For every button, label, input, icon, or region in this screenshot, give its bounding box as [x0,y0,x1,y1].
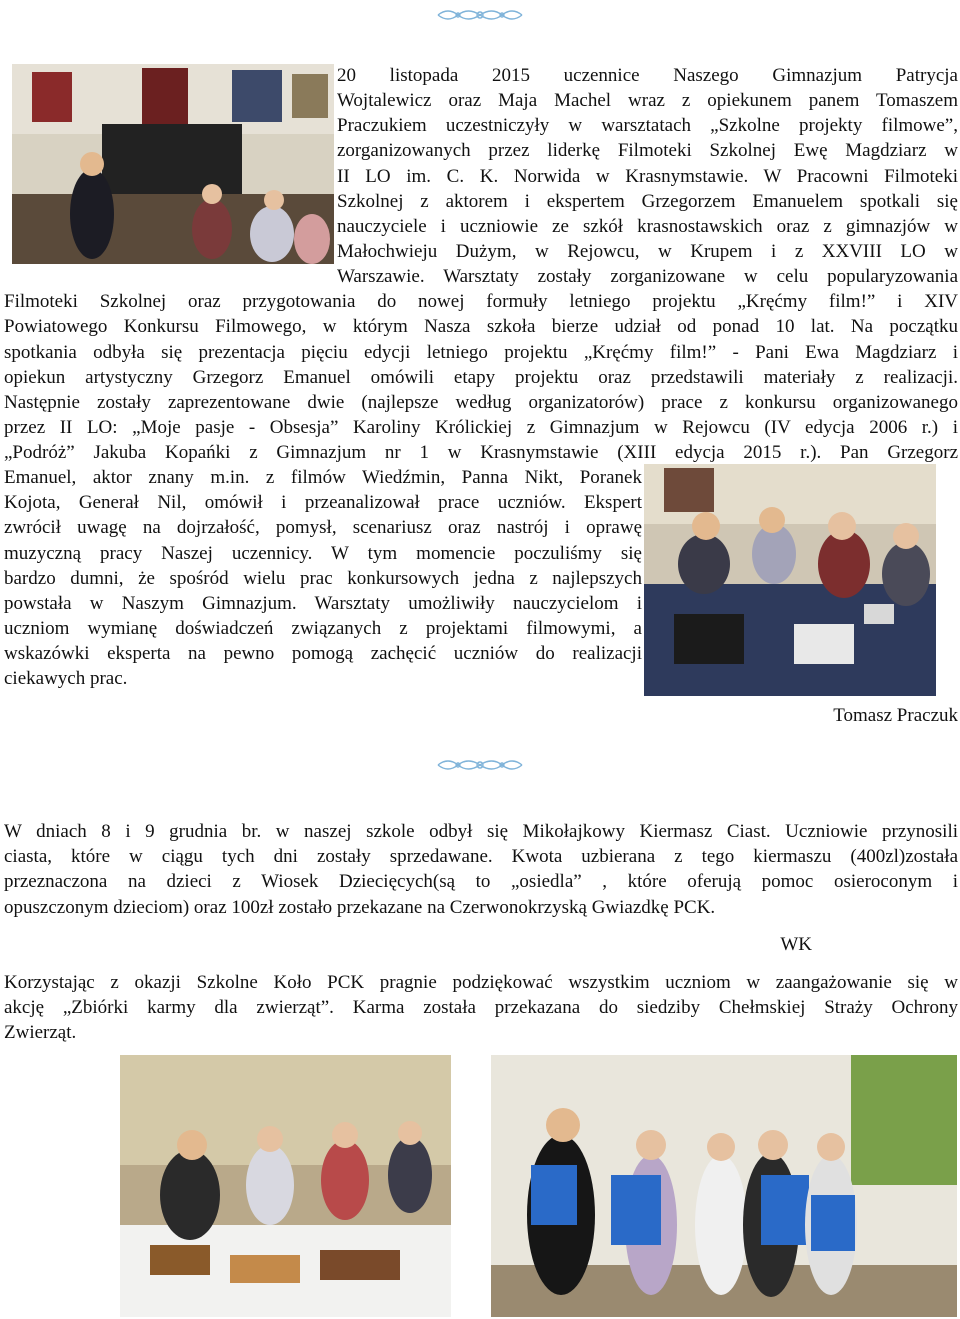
signature-tomasz-praczuk: Tomasz Praczuk [833,705,958,726]
pet-food-donation-photo [491,1055,957,1317]
article1-line: 20 listopada 2015 uczennice Naszego Gimnazjum Patrycja [337,65,958,86]
article1-line: II LO im. C. K. Norwida w Krasnymstawie. W Pracowni Filmoteki [337,166,958,187]
article2-line: ciasta, które w ciągu tych dni zostały sprzedawane. Kwota uzbierana z tego kiermaszu (400zl)została [4,846,958,867]
article1-line: ciekawych prac. [4,668,128,689]
article3-line: Korzystając z okazji Szkolne Koło PCK pragnie podziękować wszystkim uczniom w zaangażowanie się w [4,972,958,993]
article1-line: Szkolnej z aktorem i ekspertem Grzegorzem Emanuelem spotkali się [337,191,958,212]
article1-line: bardzo dumni, że spośród wielu prac konkursowych jedna z najlepszych [4,568,642,589]
article1-line: Następnie zostały zaprezentowane dwie (najlepsze według organizatorów) prace z konkursu organizowanego [4,392,958,413]
article1-line: Małochwieju Dużym, w Rejowcu, w Krupem i z XXVIII LO w [337,241,958,262]
article1-line: nauczyciele i uczniowie ze szkół krasnostawskich oraz z gimnazjów w [337,216,958,237]
article1-line: Filmoteki Szkolnej oraz przygotowania do nowej formuły letniego projektu „Kręćmy film!” i XIV [4,291,958,312]
article1-line: powstała w Naszym Gimnazjum. Warsztaty umożliwiły nauczycielom i [4,593,642,614]
article1-line: wskazówki eksperta na pewno pomogą zachęcić uczniów do realizacji [4,643,642,664]
article3-line: akcję „Zbiórki karmy dla zwierząt”. Karma została przekazana do siedziby Chełmskiej Straży Ochrony [4,997,958,1018]
article1-line: Warszawie. Warsztaty zostały zorganizowane w celu popularyzowania [337,266,958,287]
article1-line: zwrócił uwagę na dojrzałość, pomysł, scenariusz oraz nastrój i oprawę [4,517,642,538]
bake-sale-photo [120,1055,451,1317]
decorative-snowflake-ornament [436,6,524,24]
article1-line: Praczukiem uczestniczyły w warsztatach „Szkolne projekty filmowe”, [337,115,958,136]
article1-line: zorganizowanych przez liderkę Filmoteki Szkolnej Ewę Magdziarz w [337,140,958,161]
article1-line: przez II LO: „Moje pasje - Obsesja” Karoliny Królickiej z Gimnazjum w Rejowcu (IV edycja 2006 r.) i [4,417,958,438]
article1-line: Wojtalewicz oraz Maja Machel wraz z opiekunem panem Tomaszem [337,90,958,111]
signature-wk: WK [780,934,812,955]
article3-line: Zwierząt. [4,1022,77,1043]
article1-line: Kojota, Generał Nil, omówił i przeanalizował prace uczniów. Ekspert [4,492,642,513]
article1-line: muzyczną pracy Naszej uczennicy. W tym momencie poczuliśmy się [4,543,642,564]
article1-line: opiekun artystyczny Grzegorz Emanuel omówili etapy projektu oraz przedstawili materiały z realizacji. [4,367,958,388]
decorative-snowflake-ornament [436,756,524,774]
article1-line: Emanuel, aktor znany m.in. z filmów Wiedźmin, Panna Nikt, Poranek [4,467,642,488]
article1-line: spotkania odbyła się prezentacja pięciu edycji letniego projektu „Kręćmy film!” - Pani Ewa Magdziarz i [4,342,958,363]
article1-line: Powiatowego Konkursu Filmowego, w którym Nasza szkoła bierze udział od ponad 10 lat. Na początku [4,316,958,337]
article2-line: przeznaczona na dzieci z Wiosek Dziecięcych(są to „osiedla” , które oferują pomoc osieroconym i [4,871,958,892]
article1-line: uczniom wymianę doświadczeń związanych z projektami filmowymi, a [4,618,642,639]
article2-line: W dniach 8 i 9 grudnia br. w naszej szkole odbył się Mikołajkowy Kiermasz Ciast. Uczniowie przynosili [4,821,958,842]
workshop-photo [12,64,334,264]
workshop-table-photo [644,464,936,696]
article2-line: opuszczonym dzieciom) oraz 100zł zostało przekazane na Czerwonokrzyską Gwiazdkę PCK. [4,897,716,918]
article1-line: „Podróż” Jakuba Kopańki z Gimnazjum nr 1 w Krasnymstawie (XIII edycja 2015 r.). Pan Grzegorz [4,442,958,463]
